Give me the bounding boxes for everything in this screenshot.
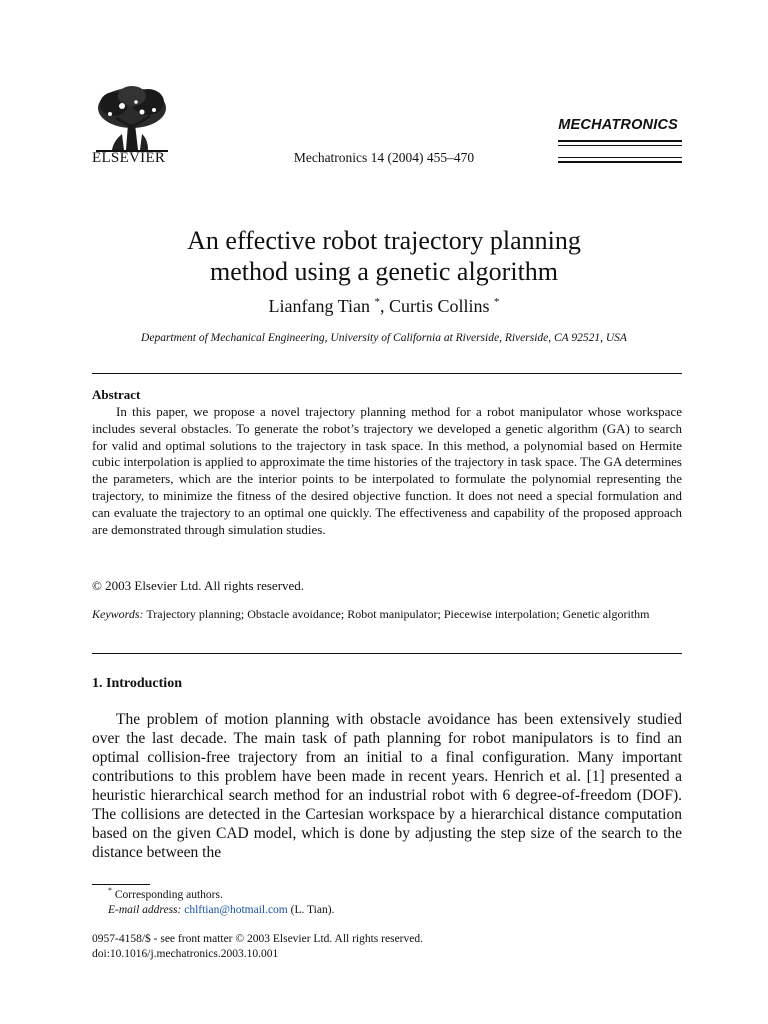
publisher-name: ELSEVIER bbox=[92, 150, 166, 166]
keywords-label: Keywords: bbox=[92, 607, 144, 621]
journal-brand: MECHATRONICS bbox=[558, 117, 678, 133]
corresponding-mark[interactable]: * bbox=[494, 296, 500, 308]
copyright-notice: © 2003 Elsevier Ltd. All rights reserved. bbox=[92, 578, 305, 593]
abstract-bottom-rule bbox=[92, 653, 682, 654]
author-name: Lianfang Tian bbox=[268, 296, 370, 316]
keywords-text: Trajectory planning; Obstacle avoidance; Robot manipulator; Piecewise interpolation; Genetic algorithm bbox=[146, 607, 650, 621]
brand-rule-top-thin bbox=[558, 145, 682, 146]
brand-rule-bottom bbox=[558, 161, 682, 163]
footnote-text: Corresponding authors. bbox=[114, 888, 223, 901]
introduction-body: The problem of motion planning with obstacle avoidance has been extensively studied over the last decade. The main task of path planning for robot manipulators is to find an optimal collision-free trajectory from an initial to a final configuration. Many important contributions to this problem have been made in recent years. Henrich et al. [1] presented a heuristic hierarchical search method for an industrial robot with 6 degree-of-freedom (DOF). The collisions are detected in the Cartesian workspace by a hierarchical distance computation based on the given CAD model, which is done by adjusting the step size of the search to the distance between the bbox=[92, 711, 682, 861]
doi-line[interactable]: doi:10.1016/j.mechatronics.2003.10.001 bbox=[92, 948, 279, 960]
email-link[interactable]: chlftian@hotmail.com bbox=[184, 904, 288, 916]
author-list: Lianfang Tian *, Curtis Collins * bbox=[268, 296, 500, 316]
issn-line: 0957-4158/$ - see front matter © 2003 Elsevier Ltd. All rights reserved. bbox=[92, 933, 423, 945]
abstract-heading: Abstract bbox=[92, 387, 141, 402]
affiliation: Department of Mechanical Engineering, University of California at Riverside, Riverside, CA 92521, USA bbox=[141, 332, 627, 344]
brand-rule-bottom-thin bbox=[558, 157, 682, 158]
section-heading: 1. Introduction bbox=[92, 676, 182, 691]
paper-title bbox=[0, 225, 768, 287]
footnote-email bbox=[108, 904, 334, 916]
author-name: Curtis Collins bbox=[388, 296, 490, 316]
email-label: E-mail address: bbox=[108, 904, 182, 916]
footnote-rule bbox=[92, 884, 150, 885]
title-line-2: method using a genetic algorithm bbox=[209, 257, 559, 286]
email-suffix: (L. Tian). bbox=[290, 904, 335, 916]
footnote-mark: * bbox=[108, 886, 112, 895]
title-line-1: An effective robot trajectory planning bbox=[187, 226, 581, 255]
brand-rule-top bbox=[558, 140, 682, 142]
abstract-top-rule bbox=[92, 373, 682, 374]
corresponding-mark[interactable]: * bbox=[374, 296, 380, 308]
abstract-body: In this paper, we propose a novel trajectory planning method for a robot manipulator whose workspace includes several obstacles. To generate the robot’s trajectory we developed a genetic algorithm (GA) to search for valid and optimal solutions to the trajectory in task space. In this method, a polynomial based on Hermite cubic interpolation is applied to approximate the time histories of the trajectory in task space. The GA determines the parameters, which are the interior points to be interpolated to formulate the polynomial representing the trajectory, to minimize the fitness of the desired objective function. It does not need a special formulation and can evaluate the trajectory to an optimal one quickly. The effectiveness and capability of the proposed approach are demonstrated through simulation studies. bbox=[92, 404, 682, 537]
journal-reference: Mechatronics 14 (2004) 455–470 bbox=[293, 150, 475, 165]
footnote-corresponding bbox=[108, 886, 223, 901]
keywords bbox=[92, 606, 682, 622]
